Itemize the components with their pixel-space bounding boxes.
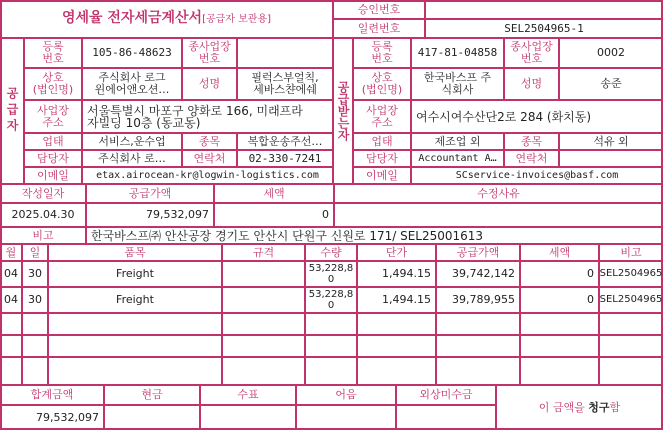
empty-cell — [520, 357, 599, 385]
empty-cell — [22, 335, 48, 357]
buyer-email: SCservice-invoices@basf.com — [411, 167, 663, 184]
item-day: 30 — [22, 261, 48, 287]
buyer-addr-label: 사업장 주소 — [353, 100, 411, 133]
supplier-email: etax.airocean-kr@logwin-logistics.com — [82, 167, 333, 184]
item-month: 04 — [0, 287, 22, 313]
buyer-biz-label: 업태 — [353, 133, 411, 150]
reason-value — [334, 203, 663, 227]
empty-cell — [357, 335, 436, 357]
remark-label: 비고 — [0, 227, 86, 244]
supplier-manager-label: 담당자 — [24, 150, 82, 167]
empty-cell — [305, 313, 357, 335]
supplier-company: 주식회사 로그 윈에어앤오션… — [82, 68, 182, 100]
item-qty: 53,228,8 0 — [305, 261, 357, 287]
empty-cell — [22, 313, 48, 335]
supplier-side-label: 공급자 — [0, 38, 24, 184]
supplier-company-label: 상호 (법인명) — [24, 68, 82, 100]
item-qty: 53,228,8 0 — [305, 287, 357, 313]
empty-cell — [599, 357, 663, 385]
item-spec — [222, 261, 305, 287]
items-header-price: 단가 — [357, 244, 436, 261]
supplier-manager: 주식회사 로… — [82, 150, 182, 167]
item-tax: 0 — [520, 287, 599, 313]
item-name: Freight — [48, 261, 222, 287]
buyer-company: 한국바스프 주 식회사 — [411, 68, 504, 100]
buyer-contact-label: 연락처 — [504, 150, 559, 167]
reason-label: 수정사유 — [334, 184, 663, 203]
item-price: 1,494.15 — [357, 287, 436, 313]
items-header-day: 일 — [22, 244, 48, 261]
empty-cell — [599, 313, 663, 335]
date-value: 2025.04.30 — [0, 203, 86, 227]
buyer-reg-label: 등록 번호 — [353, 38, 411, 68]
items-header-note: 비고 — [599, 244, 663, 261]
supplier-reg-label: 등록 번호 — [24, 38, 82, 68]
buyer-ceo-label: 성명 — [504, 68, 559, 100]
serial-value: SEL2504965-1 — [425, 19, 663, 38]
empty-cell — [0, 313, 22, 335]
remark-value: 한국바스프㈜ 안산공장 경기도 안산시 단원구 신원로 171/ SEL25001613 — [86, 227, 663, 244]
supplier-type: 복합운송주선… — [237, 133, 333, 150]
claim-statement — [496, 385, 663, 430]
empty-cell — [0, 357, 22, 385]
approval-value — [425, 0, 663, 19]
buyer-side-label: 공급받는자 — [333, 38, 353, 184]
item-spec — [222, 287, 305, 313]
supplier-branch-no — [237, 38, 333, 68]
buyer-type: 석유 외 — [559, 133, 663, 150]
items-header-item: 품목 — [48, 244, 222, 261]
supplier-addr: 서울특별시 마포구 양화로 166, 미래프라 자빌딩 10층 (동교동) — [82, 100, 333, 133]
buyer-type-label: 종목 — [504, 133, 559, 150]
buyer-company-label: 상호 (법인명) — [353, 68, 411, 100]
items-header-qty: 수량 — [305, 244, 357, 261]
claim-post: 함 — [609, 400, 621, 414]
empty-cell — [222, 335, 305, 357]
serial-label: 일련번호 — [333, 19, 425, 38]
empty-cell — [305, 357, 357, 385]
claim-bold: 청구 — [588, 400, 610, 414]
item-tax: 0 — [520, 261, 599, 287]
supplier-type-label: 종목 — [182, 133, 237, 150]
empty-cell — [357, 313, 436, 335]
empty-cell — [436, 335, 520, 357]
title-main: 영세율 전자세금계산서 — [61, 10, 203, 26]
supply-label: 공급가액 — [86, 184, 214, 203]
empty-cell — [0, 335, 22, 357]
credit-value — [396, 405, 496, 430]
empty-cell — [48, 313, 222, 335]
supplier-addr-label: 사업장 주소 — [24, 100, 82, 133]
buyer-manager-label: 담당자 — [353, 150, 411, 167]
date-label: 작성일자 — [0, 184, 86, 203]
buyer-biz: 제조업 외 — [411, 133, 504, 150]
buyer-contact — [559, 150, 663, 167]
check-value — [200, 405, 296, 430]
buyer-reg-no: 417-81-04858 — [411, 38, 504, 68]
item-supply: 39,789,955 — [436, 287, 520, 313]
total-value: 79,532,097 — [0, 405, 104, 430]
item-note: SEL2504965 — [599, 261, 663, 287]
credit-label: 외상미수금 — [396, 385, 496, 405]
supplier-ceo-label: 성명 — [182, 68, 237, 100]
empty-cell — [22, 357, 48, 385]
buyer-branch-label: 종사업장 번호 — [504, 38, 559, 68]
supply-value: 79,532,097 — [86, 203, 214, 227]
item-day: 30 — [22, 287, 48, 313]
supplier-branch-label: 종사업장 번호 — [182, 38, 237, 68]
supplier-reg-no: 105-86-48623 — [82, 38, 182, 68]
tax-value: 0 — [214, 203, 334, 227]
empty-cell — [520, 335, 599, 357]
supplier-ceo: 필럭스부얼칙, 세바스챤에쉐 — [237, 68, 333, 100]
check-label: 수표 — [200, 385, 296, 405]
supplier-contact: 02-330-7241 — [237, 150, 333, 167]
buyer-ceo: 송준 — [559, 68, 663, 100]
empty-cell — [520, 313, 599, 335]
buyer-addr: 여수시여수산단2로 284 (화치동) — [411, 100, 663, 133]
supplier-email-label: 이메일 — [24, 167, 82, 184]
title-sub: [공급자 보관용] — [202, 14, 272, 25]
total-label: 합계금액 — [0, 385, 104, 405]
claim-pre: 이 금액을 — [538, 400, 589, 414]
item-supply: 39,742,142 — [436, 261, 520, 287]
approval-label: 승인번호 — [333, 0, 425, 19]
empty-cell — [305, 335, 357, 357]
items-header-supply: 공급가액 — [436, 244, 520, 261]
empty-cell — [599, 335, 663, 357]
supplier-biz: 서비스,운수업 — [82, 133, 182, 150]
empty-cell — [357, 357, 436, 385]
empty-cell — [222, 357, 305, 385]
supplier-contact-label: 연락처 — [182, 150, 237, 167]
bill-value — [296, 405, 396, 430]
buyer-email-label: 이메일 — [353, 167, 411, 184]
cash-value — [104, 405, 200, 430]
cash-label: 현금 — [104, 385, 200, 405]
empty-cell — [48, 357, 222, 385]
supplier-biz-label: 업태 — [24, 133, 82, 150]
item-note: SEL2504965 — [599, 287, 663, 313]
items-header-spec: 규격 — [222, 244, 305, 261]
item-price: 1,494.15 — [357, 261, 436, 287]
tax-label: 세액 — [214, 184, 334, 203]
buyer-manager: Accountant A… — [411, 150, 504, 167]
buyer-branch-no: 0002 — [559, 38, 663, 68]
empty-cell — [222, 313, 305, 335]
item-month: 04 — [0, 261, 22, 287]
items-header-tax: 세액 — [520, 244, 599, 261]
items-header-month: 월 — [0, 244, 22, 261]
empty-cell — [48, 335, 222, 357]
bill-label: 어음 — [296, 385, 396, 405]
empty-cell — [436, 357, 520, 385]
empty-cell — [436, 313, 520, 335]
invoice-title — [0, 0, 333, 38]
item-name: Freight — [48, 287, 222, 313]
